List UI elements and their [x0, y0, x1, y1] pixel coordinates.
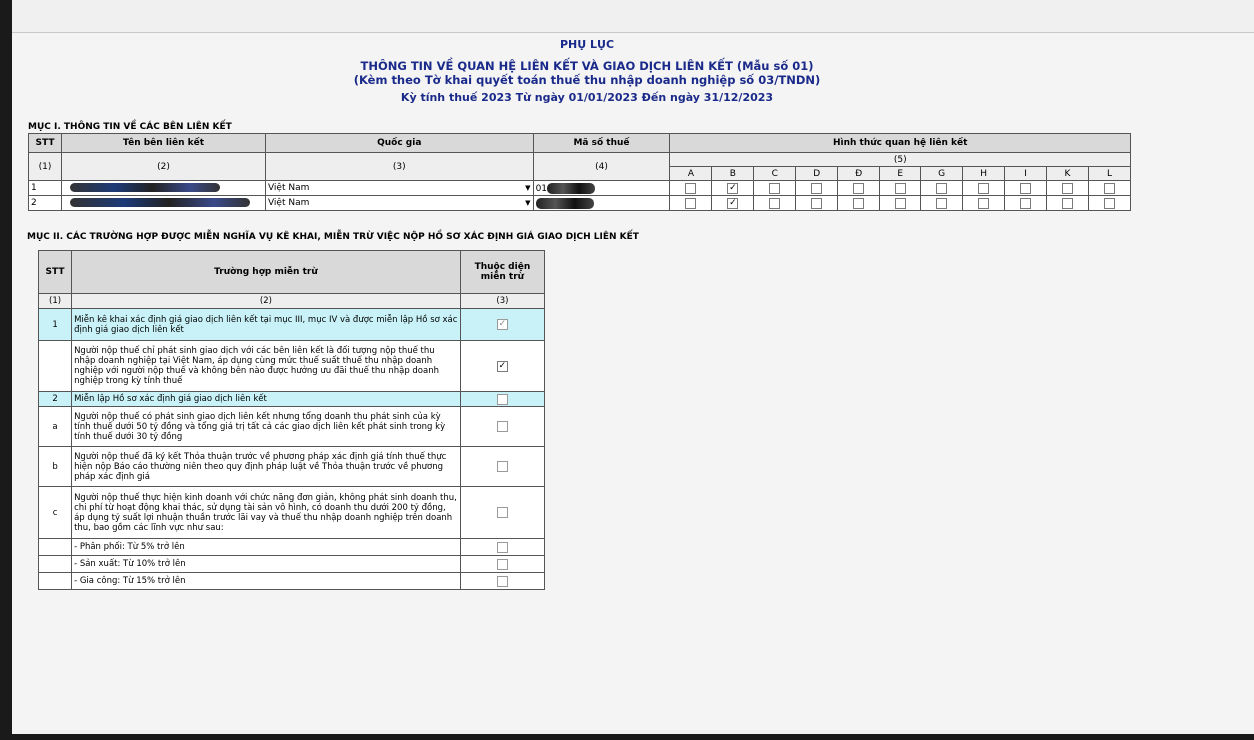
header-stt: STT — [39, 251, 72, 294]
relation-checkbox[interactable] — [769, 198, 780, 209]
relation-cell — [1088, 181, 1130, 196]
relation-letter: H — [963, 167, 1005, 181]
exemption-row — [39, 556, 545, 573]
relation-checkbox[interactable] — [853, 198, 864, 209]
tax-code-field[interactable] — [533, 196, 670, 211]
form-subtitle: (Kèm theo Tờ khai quyết toán thuế thu nhập doanh nghiệp số 03/TNDN) — [353, 73, 821, 87]
top-toolbar-area — [12, 0, 1254, 33]
relation-checkbox[interactable] — [895, 183, 906, 194]
col-number: (1) — [29, 153, 62, 181]
exemption-text: Người nộp thuế đã ký kết Thỏa thuận trước về phương pháp xác định giá tính thuế thực hiện nộp Báo cáo thường niên theo quy định pháp luật về Thỏa thuận trước về phương pháp xác định giá — [72, 447, 461, 487]
relation-checkbox[interactable]: ✓ — [729, 182, 737, 193]
exemption-text: Người nộp thuế có phát sinh giao dịch liên kết nhưng tổng doanh thu phát sinh của kỳ tính thuế dưới 50 tỷ đồng và tổng giá trị tất cả các giao dịch liên kết phát sinh trong kỳ tính thuế dưới 30 tỷ đồng — [72, 407, 461, 447]
relation-checkbox[interactable] — [1062, 198, 1073, 209]
exempt-cell — [460, 407, 544, 447]
col-number: (2) — [61, 153, 265, 181]
relation-cell — [712, 181, 754, 196]
exemption-text: - Gia công: Từ 15% trở lên — [72, 573, 461, 590]
row-stt: b — [39, 447, 72, 487]
row-stt: 1 — [29, 181, 62, 196]
dropdown-arrow-icon[interactable]: ▼ — [525, 184, 531, 192]
party-row — [29, 181, 1131, 196]
row-stt: a — [39, 407, 72, 447]
relation-letter: L — [1088, 167, 1130, 181]
relation-letter: E — [880, 167, 921, 181]
relation-letter: G — [921, 167, 963, 181]
country-select[interactable] — [265, 181, 533, 196]
exempt-cell — [460, 487, 544, 539]
header-exempt: Thuộc diện miễn trừ — [460, 251, 544, 294]
relation-letter: D — [796, 167, 838, 181]
appendix-label: PHỤ LỤC — [559, 38, 615, 51]
relation-cell — [1005, 196, 1047, 211]
country-select[interactable] — [265, 196, 533, 211]
relation-checkbox[interactable] — [1062, 183, 1073, 194]
redacted-name — [70, 198, 250, 207]
exemption-text: Miễn kê khai xác định giá giao dịch liên kết tại mục III, mục IV và được miễn lập Hồ sơ xác định giá giao dịch liên kết — [72, 309, 461, 341]
exemption-row — [39, 407, 545, 447]
party-name-field[interactable] — [61, 181, 265, 196]
party-name-field[interactable] — [61, 196, 265, 211]
relation-cell — [670, 181, 712, 196]
exempt-checkbox[interactable] — [497, 421, 508, 432]
exemption-text: Người nộp thuế chỉ phát sinh giao dịch với các bên liên kết là đối tượng nộp thuế thu nhập doanh nghiệp tại Việt Nam, áp dụng cùng mức thuế suất thuế thu nhập doanh nghiệp với người nộp thuế và không bên nào được hưởng ưu đãi thuế thu nhập doanh nghiệp trong kỳ tính thuế — [72, 341, 461, 392]
window-left-edge — [0, 0, 12, 740]
header-stt: STT — [29, 134, 62, 153]
exempt-cell — [460, 573, 544, 590]
form-page — [12, 33, 1254, 734]
relation-cell — [796, 181, 838, 196]
relation-cell — [712, 196, 754, 211]
row-stt — [39, 556, 72, 573]
exempt-cell — [460, 341, 544, 392]
related-parties-table — [28, 133, 1131, 211]
relation-checkbox[interactable] — [978, 183, 989, 194]
exempt-checkbox[interactable] — [497, 542, 508, 553]
relation-cell — [754, 181, 796, 196]
section2-title: MỤC II. CÁC TRƯỜNG HỢP ĐƯỢC MIỄN NGHĨA VỤ KÊ KHAI, MIỄN TRỪ VIỆC NỘP HỒ SƠ XÁC ĐỊNH GIÁ GIAO DỊCH LIÊN KẾT — [27, 232, 639, 242]
section1-title: MỤC I. THÔNG TIN VỀ CÁC BÊN LIÊN KẾT — [28, 122, 232, 132]
relation-checkbox[interactable]: ✓ — [729, 197, 737, 208]
exempt-cell — [460, 309, 544, 341]
exemption-row — [39, 309, 545, 341]
relation-checkbox[interactable] — [1104, 183, 1115, 194]
tax-period: Kỳ tính thuế 2023 Từ ngày 01/01/2023 Đến ngày 31/12/2023 — [400, 91, 774, 104]
relation-cell — [1005, 181, 1047, 196]
relation-cell — [963, 181, 1005, 196]
relation-checkbox[interactable] — [1020, 183, 1031, 194]
col-number: (5) — [670, 153, 1131, 167]
exemption-text: Người nộp thuế thực hiện kinh doanh với chức năng đơn giản, không phát sinh doanh thu, chi phí từ hoạt động khai thác, sử dụng tài sản vô hình, có doanh thu dưới 200 tỷ đồng, áp dụng tỷ suất lợi nhuận thuần trước lãi vay và thuế thu nhập doanh nghiệp trên doanh thu, bao gồm các lĩnh vực như sau: — [72, 487, 461, 539]
exemption-row — [39, 447, 545, 487]
exempt-checkbox[interactable]: ✓ — [498, 360, 507, 371]
header-party-name: Tên bên liên kết — [61, 134, 265, 153]
row-stt — [39, 341, 72, 392]
relation-letter: I — [1005, 167, 1047, 181]
col-number: (4) — [533, 153, 670, 181]
relation-letter: K — [1047, 167, 1089, 181]
redacted-name — [70, 183, 220, 192]
header-relation-type: Hình thức quan hệ liên kết — [670, 134, 1131, 153]
relation-checkbox[interactable] — [685, 183, 696, 194]
relation-cell — [754, 196, 796, 211]
relation-letter: A — [670, 167, 712, 181]
row-stt — [39, 539, 72, 556]
relation-checkbox[interactable] — [1104, 198, 1115, 209]
exempt-checkbox[interactable] — [497, 559, 508, 570]
row-stt: 1 — [39, 309, 72, 341]
exempt-checkbox[interactable] — [497, 576, 508, 587]
relation-checkbox[interactable] — [811, 183, 822, 194]
exemption-table — [38, 250, 545, 590]
relation-cell — [670, 196, 712, 211]
header-exemption-case: Trường hợp miễn trừ — [72, 251, 461, 294]
relation-cell — [1088, 196, 1130, 211]
exemption-row — [39, 573, 545, 590]
exempt-cell — [460, 556, 544, 573]
relation-letter: B — [712, 167, 754, 181]
exempt-cell — [460, 539, 544, 556]
relation-cell — [880, 181, 921, 196]
exempt-cell — [460, 392, 544, 407]
exemption-text: - Phân phối: Từ 5% trở lên — [72, 539, 461, 556]
row-stt: 2 — [29, 196, 62, 211]
redacted-tax-code — [536, 198, 594, 209]
col-number: (3) — [460, 294, 544, 309]
country-value: Việt Nam — [267, 198, 310, 208]
tax-code-prefix: 01 — [535, 183, 548, 194]
relation-cell — [1047, 196, 1089, 211]
header-country: Quốc gia — [265, 134, 533, 153]
relation-letter: C — [754, 167, 796, 181]
exemption-row — [39, 341, 545, 392]
row-stt: 2 — [39, 392, 72, 407]
relation-checkbox[interactable] — [853, 183, 864, 194]
relation-cell — [921, 196, 963, 211]
relation-letter: Đ — [838, 167, 880, 181]
relation-checkbox[interactable] — [936, 183, 947, 194]
relation-checkbox[interactable] — [978, 198, 989, 209]
window-bottom-edge — [0, 734, 1254, 740]
header-tax-code: Mã số thuế — [533, 134, 670, 153]
exemption-row — [39, 539, 545, 556]
relation-cell — [1047, 181, 1089, 196]
country-value: Việt Nam — [267, 183, 310, 193]
form-title: THÔNG TIN VỀ QUAN HỆ LIÊN KẾT VÀ GIAO DỊCH LIÊN KẾT (Mẫu số 01) — [360, 59, 814, 73]
relation-checkbox[interactable] — [936, 198, 947, 209]
relation-cell — [880, 196, 921, 211]
row-stt — [39, 573, 72, 590]
exempt-checkbox[interactable]: ✓ — [498, 319, 507, 329]
relation-cell — [963, 196, 1005, 211]
exempt-checkbox[interactable] — [497, 394, 508, 405]
exemption-row — [39, 392, 545, 407]
relation-checkbox[interactable] — [769, 183, 780, 194]
exemption-text: - Sản xuất: Từ 10% trở lên — [72, 556, 461, 573]
row-stt: c — [39, 487, 72, 539]
dropdown-arrow-icon[interactable]: ▼ — [525, 199, 531, 207]
col-number: (1) — [39, 294, 72, 309]
redacted-tax-code — [547, 183, 595, 194]
relation-checkbox[interactable] — [895, 198, 906, 209]
exempt-cell — [460, 447, 544, 487]
tax-code-field[interactable] — [533, 181, 670, 196]
party-row — [29, 196, 1131, 211]
col-number: (3) — [265, 153, 533, 181]
relation-checkbox[interactable] — [811, 198, 822, 209]
relation-cell — [796, 196, 838, 211]
col-number: (2) — [72, 294, 461, 309]
exemption-text: Miễn lập Hồ sơ xác định giá giao dịch liên kết — [72, 392, 461, 407]
relation-checkbox[interactable] — [1020, 198, 1031, 209]
relation-cell — [838, 196, 880, 211]
relation-cell — [838, 181, 880, 196]
exemption-row — [39, 487, 545, 539]
exempt-checkbox[interactable] — [497, 461, 508, 472]
exempt-checkbox[interactable] — [497, 507, 508, 518]
relation-cell — [921, 181, 963, 196]
relation-checkbox[interactable] — [685, 198, 696, 209]
